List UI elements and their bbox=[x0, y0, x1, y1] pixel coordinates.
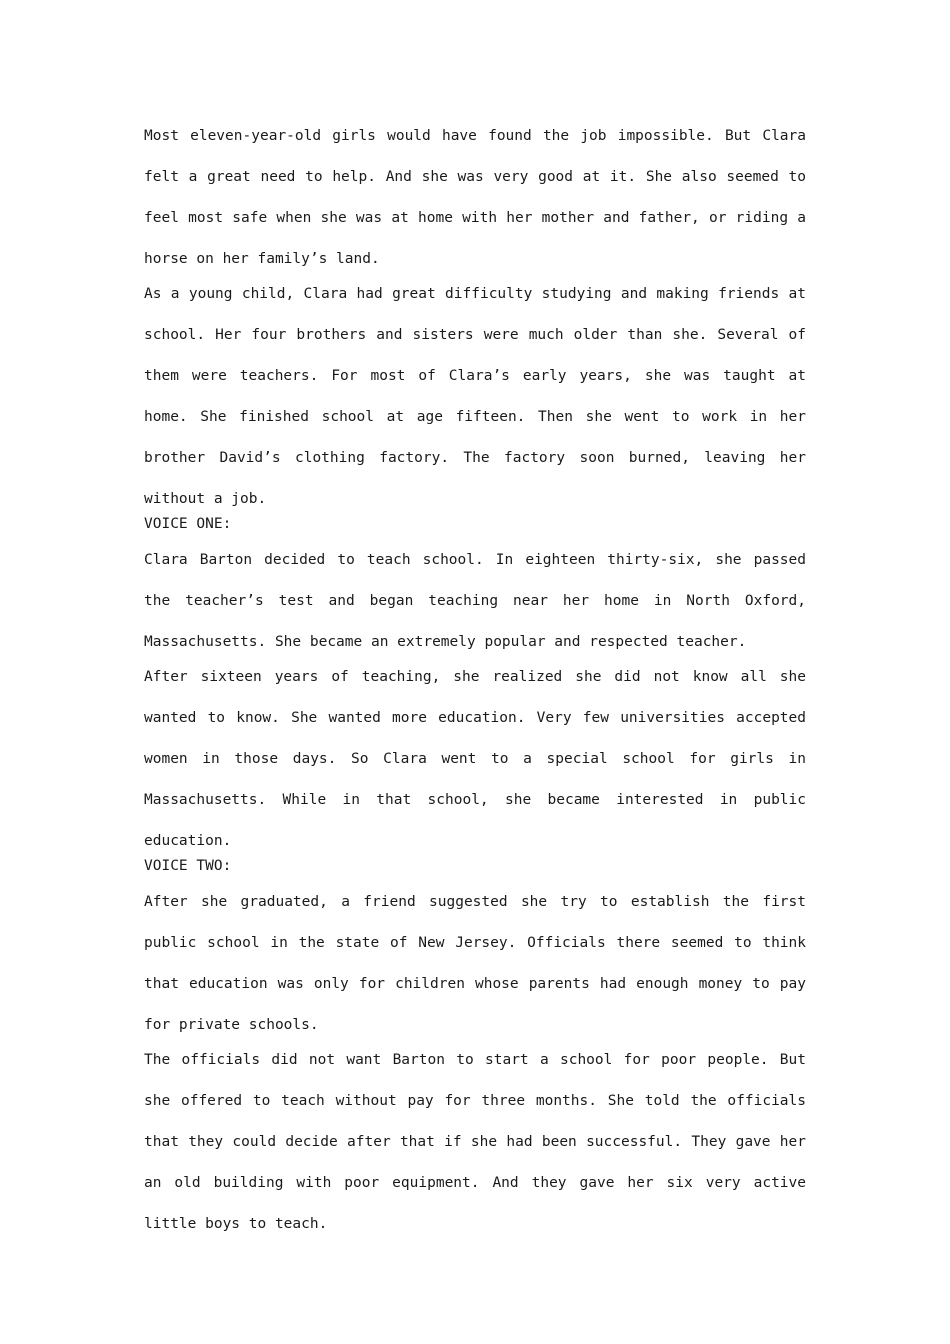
paragraph-1: Most eleven-year-old girls would have found the job impossible. But Clara felt a great need to help. And she was very good at it. She also seemed to feel most safe when she was at home with her mother and father, or riding a horse on her family’s land. bbox=[144, 128, 806, 267]
document-body bbox=[144, 116, 806, 1245]
speaker-label-voice-one: VOICE ONE: bbox=[144, 516, 232, 532]
paragraph-4: After sixteen years of teaching, she realized she did not know all she wanted to know. She wanted more education. Very few universities accepted women in those days. So Clara went to a special school for girls in Massachusetts. While in that school, she became interested in public education. bbox=[144, 669, 806, 849]
paragraph-2: As a young child, Clara had great difficulty studying and making friends at school. Her four brothers and sisters were much older than she. Several of them were teachers. For most of Clara’s early years, she was taught at home. She finished school at age fifteen. Then she went to work in her brother David’s clothing factory. The factory soon burned, leaving her without a job. bbox=[144, 286, 806, 507]
paragraph-6: The officials did not want Barton to start a school for poor people. But she offered to teach without pay for three months. She told the officials that they could decide after that if she had been successful. They gave her an old building with poor equipment. And they gave her six very active little boys to teach. bbox=[144, 1052, 806, 1232]
paragraph-5: After she graduated, a friend suggested she try to establish the first public school in the state of New Jersey. Officials there seemed to think that education was only for children whose parents had enough money to pay for private schools. bbox=[144, 894, 806, 1033]
speaker-label-voice-two: VOICE TWO: bbox=[144, 858, 232, 874]
paragraph-3: Clara Barton decided to teach school. In eighteen thirty-six, she passed the teacher’s test and began teaching near her home in North Oxford, Massachusetts. She became an extremely popular and respected teacher. bbox=[144, 552, 806, 650]
